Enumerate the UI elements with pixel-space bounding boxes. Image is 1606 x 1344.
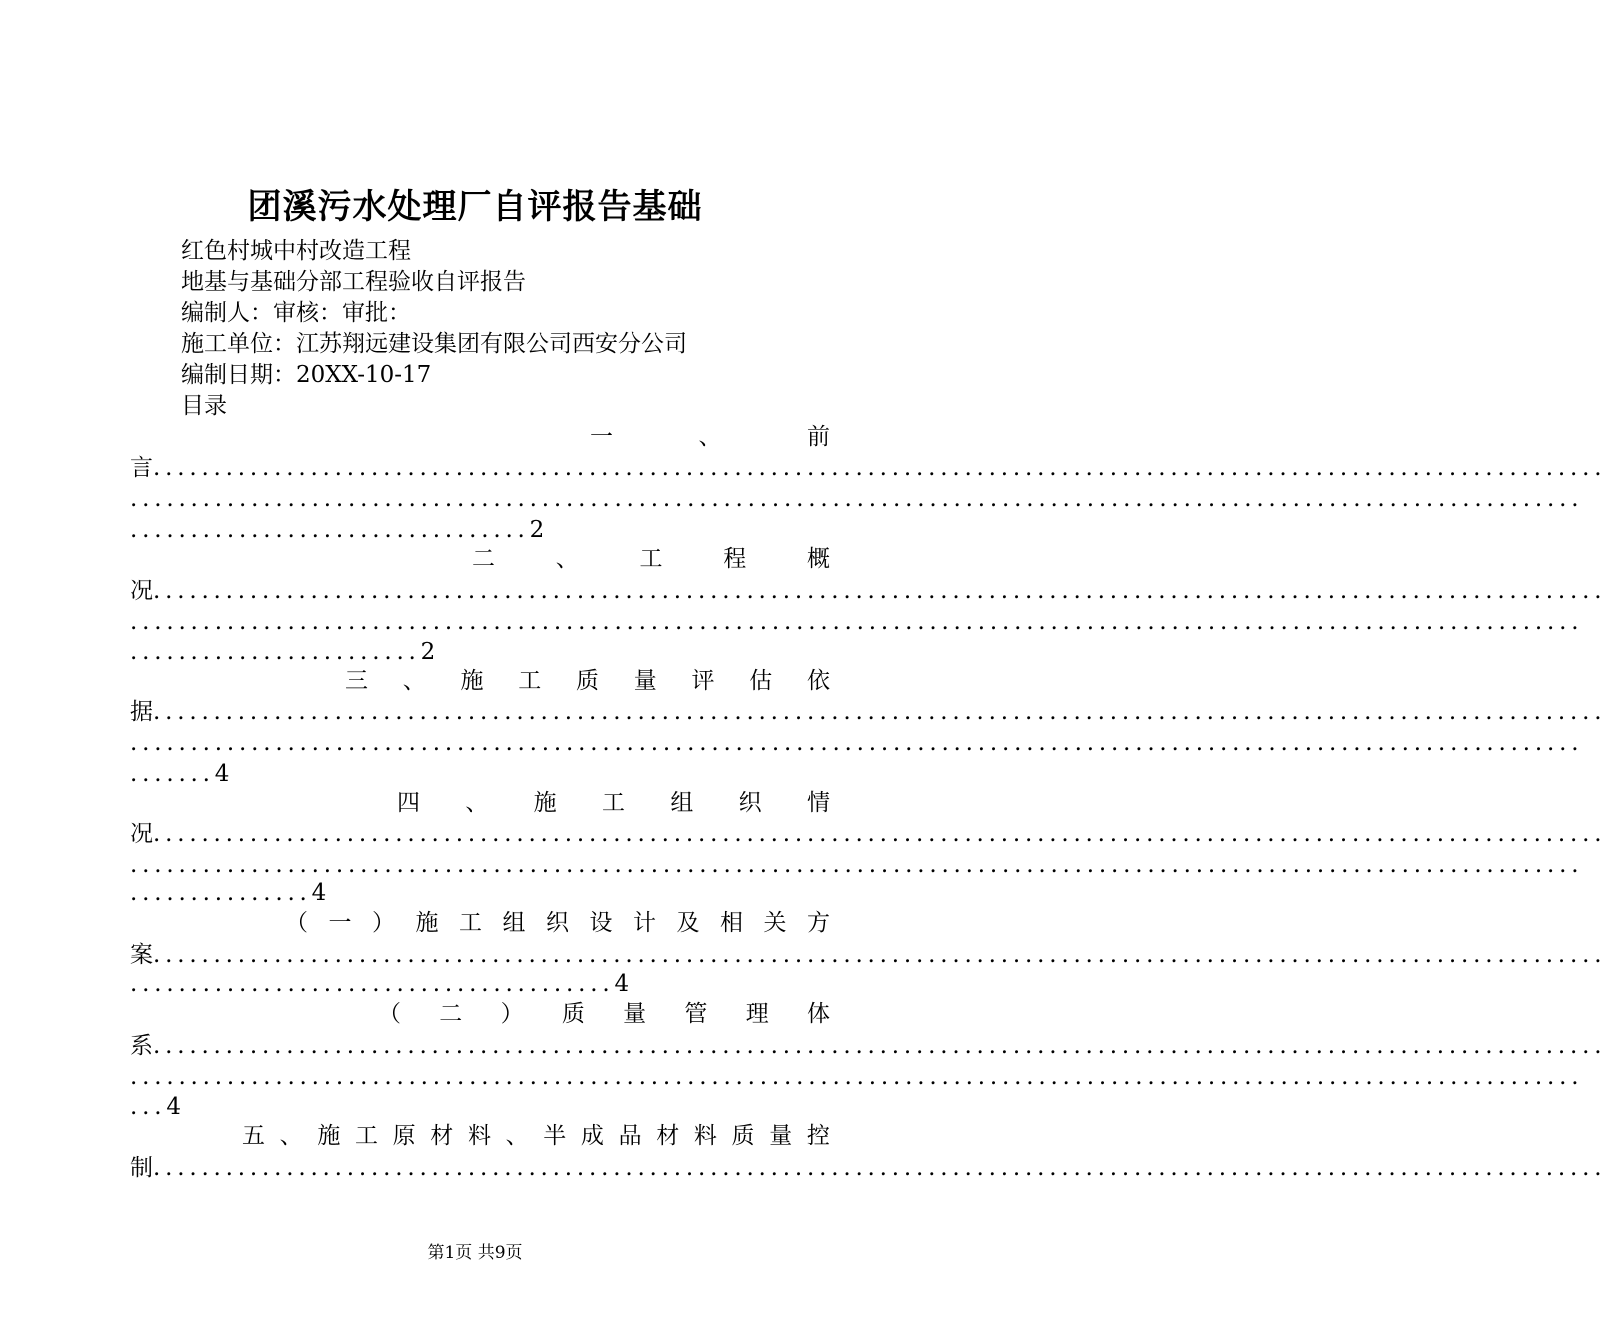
toc-entry-4-leader (130, 850, 1584, 880)
dot-leader: ........................................................................................................................ (130, 486, 1584, 512)
toc-entry-2-leader (130, 576, 1606, 606)
toc-char: 一 (328, 910, 352, 936)
toc-page-number: 4 (614, 971, 630, 997)
toc-char: 相 (720, 910, 743, 936)
dot-leader: ........................................................................................................................ (153, 1155, 1606, 1181)
toc-char: 关 (763, 910, 787, 936)
toc-char: 质 (731, 1123, 755, 1149)
dot-leader: ............... (130, 880, 312, 906)
toc-lead-char: 况 (130, 821, 153, 847)
dot-leader: ........................................................................................................................ (153, 455, 1606, 481)
dot-leader: ........................................................................................................................ (153, 1033, 1606, 1059)
toc-entry-1-leader (130, 515, 830, 545)
toc-char: 二 (472, 546, 495, 572)
construction-unit: 施工单位：江苏翔远建设集团有限公司西安分公司 (181, 331, 687, 357)
dot-leader: ........................................................................................................................ (153, 578, 1606, 604)
toc-entry-6-leader (130, 1062, 1584, 1092)
toc-char: 理 (745, 1001, 769, 1027)
toc-char: 材 (656, 1123, 680, 1149)
toc-page-number: 4 (214, 761, 230, 787)
toc-char: 估 (749, 668, 773, 694)
toc-entry-7-head (242, 1121, 830, 1151)
toc-char: 设 (589, 910, 613, 936)
toc-char: 、 (402, 668, 426, 694)
toc-char: 控 (806, 1123, 830, 1149)
toc-char: 织 (546, 910, 569, 936)
toc-char: 管 (684, 1001, 708, 1027)
dot-leader: ........................................................................................................................ (130, 609, 1584, 635)
toc-label: 目录 (181, 393, 227, 419)
toc-char: 工 (518, 668, 542, 694)
toc-char: 、 (465, 790, 489, 816)
toc-char: 、 (279, 1123, 303, 1149)
project-name: 红色村城中村改造工程 (181, 238, 411, 264)
dot-leader: ........................................................................................................................ (153, 699, 1606, 725)
toc-char: 料 (693, 1123, 717, 1149)
toc-char: 四 (397, 790, 420, 816)
dot-leader: ........................................................................................................................ (130, 852, 1584, 878)
toc-page-number: 4 (166, 1094, 181, 1120)
toc-char: 施 (460, 668, 484, 694)
toc-char: 织 (738, 790, 762, 816)
toc-entry-4-leader (130, 878, 830, 908)
toc-char: 成 (580, 1123, 604, 1149)
dot-leader: ........................................................................................................................ (153, 821, 1606, 847)
toc-char: 品 (618, 1123, 642, 1149)
dot-leader: ....... (130, 761, 215, 787)
dot-leader: ........................................................................................................................ (153, 942, 1606, 968)
toc-entry-3-leader (130, 759, 830, 789)
toc-char: 施 (415, 910, 439, 936)
toc-entry-2-head (472, 544, 830, 574)
toc-char: 程 (723, 546, 747, 572)
compile-date: 编制日期：20XX-10-17 (181, 362, 432, 388)
dot-leader: ........................................................................................................................ (130, 730, 1584, 756)
toc-entry-1-head (590, 422, 830, 452)
dot-leader: ........................................................................................................................ (130, 1064, 1584, 1090)
staff-line: 编制人：审核：审批： (181, 300, 411, 326)
toc-char: 材 (430, 1123, 454, 1149)
toc-page-number: 4 (311, 880, 327, 906)
toc-entry-2-leader (130, 637, 830, 667)
toc-char: ） (500, 1001, 524, 1027)
toc-entry-5-leader (130, 940, 1606, 970)
toc-char: 原 (392, 1123, 416, 1149)
toc-char: （ (285, 910, 308, 936)
toc-lead-char: 言 (130, 455, 153, 481)
dot-leader: ........................................ (130, 971, 615, 997)
toc-char: 前 (807, 424, 830, 450)
toc-char: 情 (806, 790, 830, 816)
dot-leader: ... (130, 1094, 167, 1120)
toc-char: 质 (561, 1001, 585, 1027)
toc-char: 评 (691, 668, 715, 694)
toc-entry-1-leader (130, 453, 1606, 483)
toc-char: 计 (633, 910, 656, 936)
toc-char: 三 (345, 668, 368, 694)
toc-lead-char: 案 (130, 942, 153, 968)
toc-entry-6-leader (130, 1092, 830, 1122)
toc-char: 施 (317, 1123, 341, 1149)
toc-char: 半 (543, 1123, 567, 1149)
toc-char: 、 (555, 546, 579, 572)
toc-char: 质 (576, 668, 599, 694)
toc-char: 料 (467, 1123, 491, 1149)
toc-page-number: 2 (529, 517, 545, 543)
toc-char: 工 (639, 546, 663, 572)
toc-char: 、 (505, 1123, 529, 1149)
toc-lead-char: 制 (130, 1155, 153, 1181)
toc-entry-2-leader (130, 607, 1584, 637)
toc-char: 一 (590, 424, 613, 450)
toc-char: ） (372, 910, 395, 936)
dot-leader: ........................ (130, 639, 421, 665)
toc-page-number: 2 (420, 639, 436, 665)
toc-char: 量 (623, 1001, 647, 1027)
toc-entry-4-head (397, 788, 830, 818)
toc-char: 依 (807, 668, 830, 694)
toc-entry-7-leader (130, 1153, 1606, 1183)
toc-char: 体 (806, 1001, 830, 1027)
toc-char: 量 (633, 668, 657, 694)
toc-entry-5-leader (130, 969, 830, 999)
toc-char: 五 (242, 1123, 265, 1149)
toc-entry-5-head (285, 908, 830, 938)
toc-entry-6-head (378, 999, 830, 1029)
toc-entry-3-head (345, 666, 830, 696)
toc-char: 组 (502, 910, 526, 936)
toc-char: 工 (459, 910, 482, 936)
toc-entry-4-leader (130, 819, 1606, 849)
document-title: 团溪污水处理厂自评报告基础 (247, 187, 703, 227)
toc-char: 二 (439, 1001, 463, 1027)
toc-lead-char: 系 (130, 1033, 153, 1059)
dot-leader: ................................. (130, 517, 530, 543)
toc-char: 方 (807, 910, 830, 936)
toc-char: 概 (807, 546, 830, 572)
page-footer: 第1页 共9页 (427, 1243, 523, 1263)
toc-entry-1-leader (130, 484, 1584, 514)
toc-char: 组 (670, 790, 694, 816)
toc-lead-char: 况 (130, 578, 153, 604)
toc-char: 工 (354, 1123, 378, 1149)
toc-entry-3-leader (130, 697, 1606, 727)
toc-char: 量 (769, 1123, 793, 1149)
toc-entry-3-leader (130, 728, 1584, 758)
toc-entry-6-leader (130, 1031, 1606, 1061)
toc-char: 工 (601, 790, 625, 816)
toc-char: 、 (698, 424, 722, 450)
toc-lead-char: 据 (130, 699, 153, 725)
report-name: 地基与基础分部工程验收自评报告 (181, 269, 526, 295)
toc-char: 及 (676, 910, 700, 936)
toc-char: 施 (533, 790, 557, 816)
toc-char: （ (378, 1001, 401, 1027)
